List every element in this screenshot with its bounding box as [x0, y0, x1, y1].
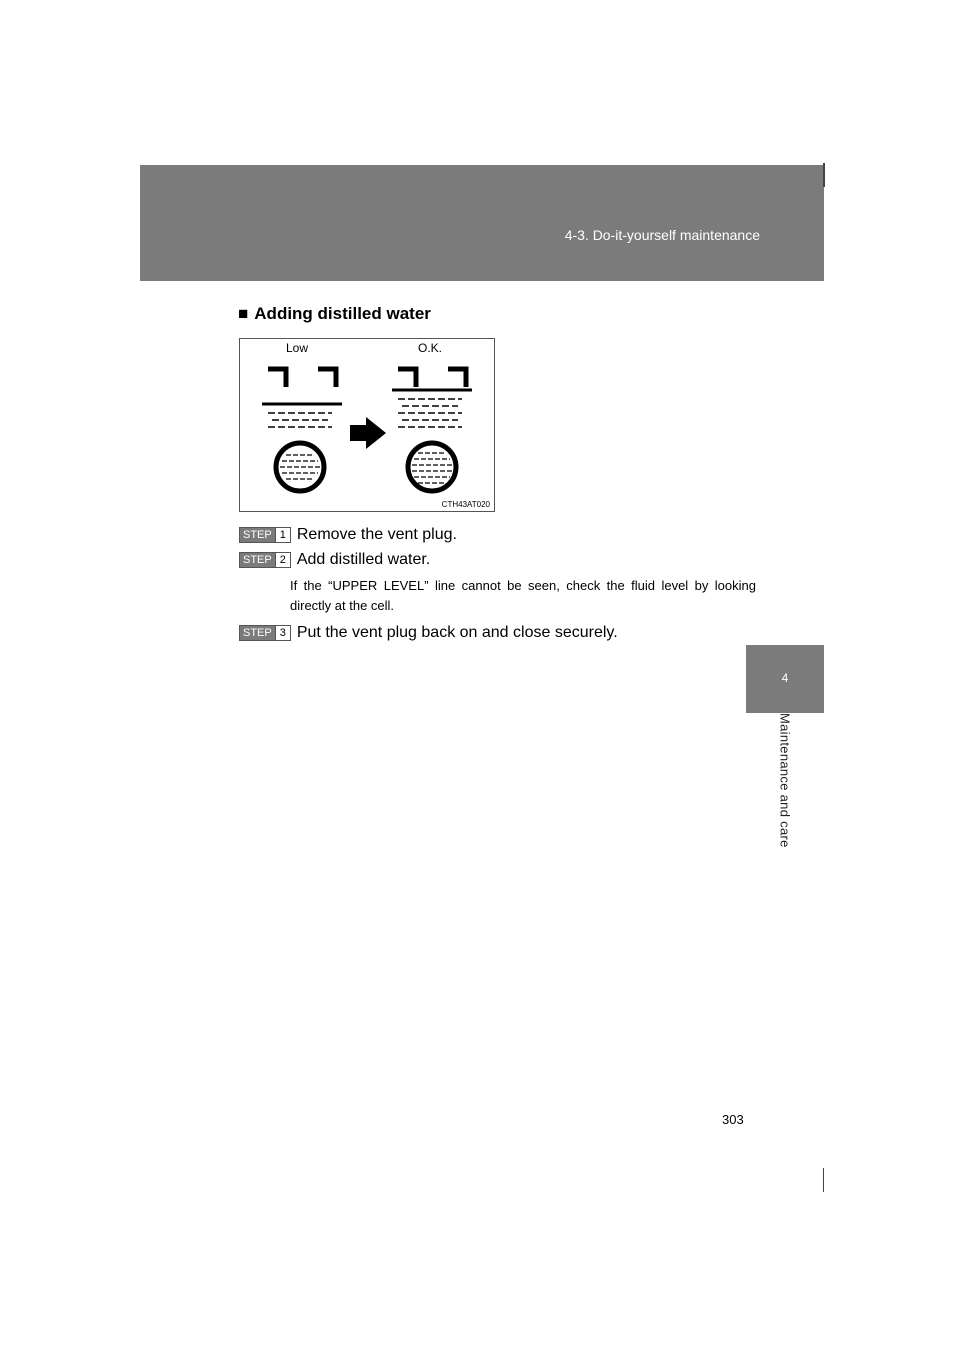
step-badge-number: 3 — [275, 626, 290, 640]
step-1 — [239, 526, 457, 544]
header-bar — [140, 165, 824, 281]
chapter-tab — [746, 645, 824, 713]
page-number: 303 — [722, 1112, 744, 1127]
ok-cell-diagram — [392, 369, 472, 491]
crop-mark-bottom — [823, 1168, 824, 1192]
step-badge — [239, 527, 291, 543]
crop-mark-top — [823, 163, 825, 187]
step-badge-word: STEP — [240, 553, 275, 567]
step-badge-word: STEP — [240, 528, 275, 542]
figure-code: CTH43AT020 — [441, 500, 490, 509]
step-text: Put the vent plug back on and close securely. — [296, 624, 618, 641]
section-header-title: 4-3. Do-it-yourself maintenance — [564, 227, 760, 243]
step-note: If the “UPPER LEVEL” line cannot be seen, check the fluid level by looking directly at the cell. — [290, 578, 756, 613]
step-badge-number: 2 — [275, 553, 290, 567]
low-cell-diagram — [262, 369, 342, 491]
step-badge-word: STEP — [240, 626, 275, 640]
step-3 — [239, 624, 618, 642]
figure-label-low: Low — [286, 341, 309, 355]
step-badge — [239, 625, 291, 641]
chapter-label-text: Maintenance and care — [777, 713, 793, 848]
chapter-number: 4 — [781, 671, 789, 685]
section-title-text: Adding distilled water — [254, 304, 431, 323]
step-2 — [239, 551, 430, 569]
fluid-level-illustration — [240, 339, 494, 511]
battery-fluid-figure — [239, 338, 495, 512]
step-badge-number: 1 — [275, 528, 290, 542]
figure-label-ok: O.K. — [418, 341, 443, 355]
section-title — [238, 304, 431, 324]
step-text: Add distilled water. — [296, 551, 431, 568]
chapter-label — [746, 713, 824, 873]
right-arrow-icon — [350, 417, 386, 449]
step-text: Remove the vent plug. — [296, 526, 457, 543]
step-badge — [239, 552, 291, 568]
bullet-square-icon: ■ — [238, 304, 249, 323]
